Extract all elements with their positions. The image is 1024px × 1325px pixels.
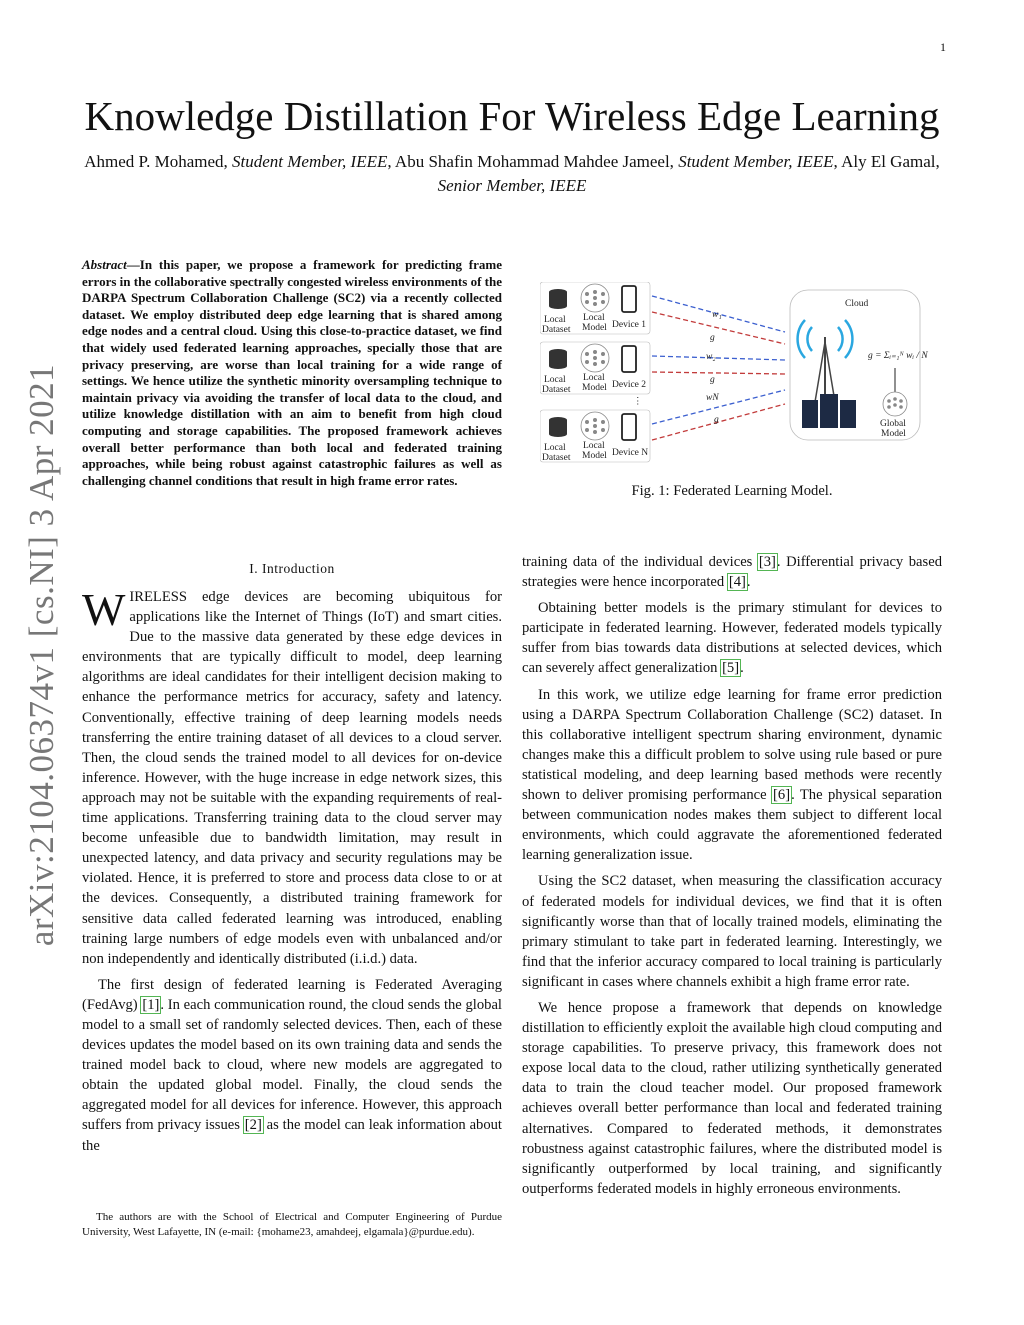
author-2: , Abu Shafin Mohammad Mahdee Jameel, (387, 152, 674, 171)
intro-paragraph-1 (82, 584, 502, 969)
svg-text:Local: Local (544, 443, 566, 453)
arxiv-sidebar (12, 363, 72, 947)
footnote (82, 1210, 502, 1240)
intro-paragraph-7: We hence propose a framework that depends on knowledge distillation to efficiently exploit the available high cloud computing and storage capabilities. To preserve privacy, this framework does not expose local data to the cloud, rather utilizing synthetically generated data to train the cloud teacher model. Our proposed framework achieves overall better performance than local and federated training alternatives. Compared to federated methods, it demonstrates robustness against catastrophic failures, where the distributed model is significantly outperformed by local training, and significantly outperforms federated models in highly erroneous environments. (522, 999, 942, 1197)
drop-cap: W (82, 584, 126, 635)
device-2-label: Device 2 (612, 380, 647, 390)
neural-network-icon (581, 284, 609, 312)
antenna-tower-icon (798, 320, 853, 402)
arxiv-identifier[interactable]: arXiv:2104.06374v1 [cs.NI] 3 Apr 2021 (22, 363, 61, 947)
right-column (522, 552, 942, 1205)
weight-w2-label: w₂ (706, 352, 716, 362)
server-icon (802, 394, 856, 428)
intro-p4b: . (740, 660, 744, 677)
abstract-label: Abstract (82, 257, 127, 272)
paper-title: Knowledge Distillation For Wireless Edge Learning (84, 93, 940, 139)
local-model-label: Local (583, 313, 605, 323)
intro-p2b: . In each communication round, the cloud sends the global model to a small set of randomly selected devices. Then, each of these devices updates the model based on its own training data and sends the trained model back to cloud, where new models are aggregated to obtain the updated global model. Finally, the cloud sends the aggregated model for all devices for inference. However, this approach suffers from privacy issues (82, 996, 502, 1134)
section-heading-introduction: I. Introduction (249, 561, 335, 576)
intro-paragraph-2 (82, 975, 502, 1156)
g-label-1: g (710, 333, 715, 343)
figure-1 (540, 282, 930, 472)
svg-text:Dataset: Dataset (542, 385, 571, 395)
svg-text:Model: Model (582, 323, 607, 333)
affiliation-footnote: The authors are with the School of Electrical and Computer Engineering of Purdue University, West Lafayette, IN (e-mail: {mohame23, amahdeej, elgamala}@purdue.edu). (82, 1211, 502, 1238)
g-label-n: g (714, 415, 719, 425)
abstract (82, 257, 502, 489)
svg-text:Local: Local (583, 373, 605, 383)
citation-3[interactable]: [3] (758, 554, 776, 570)
intro-p3b: . Differential privacy based strategies were hence incorporated (522, 554, 942, 591)
device-n-label: Device N (612, 448, 649, 458)
intro-p5b: . The physical separation between communication nodes makes them subject to different local environments, which could aggravate the aforementioned federated learning generalization issue. (522, 787, 943, 864)
svg-text:Local: Local (544, 375, 566, 385)
federated-learning-diagram (540, 282, 930, 472)
intro-p2c: as the model can leak information about the (82, 1117, 502, 1154)
page-number: 1 (940, 40, 946, 54)
intro-p5a: In this work, we utilize edge learning for frame error prediction using a DARPA Spectrum Collaboration Challenge (SC2) dataset. In this collaborative intelligent spectrum sharing environment, dynamic changes make this a difficult problem to solve using rule based or pure statistical modeling, and deep learning based methods were recently shown to deliver promising performance (522, 686, 942, 804)
svg-text:Dataset: Dataset (542, 453, 571, 463)
intro-paragraph-6: Using the SC2 dataset, when measuring the classification accuracy of federated models for individual devices, we find that it is often significantly worse than that of locally trained models, eliminating the primary stimulant to take part in federated learning. Interestingly, we find that the inferior accuracy compared to local training is particularly significant in cases where channels exhibit a high frame error rate. (522, 873, 942, 990)
author-list (82, 150, 942, 198)
citation-4[interactable]: [4] (728, 574, 746, 591)
author-1: Ahmed P. Mohamed, (84, 152, 228, 171)
intro-p2a: The first design of federated learning is Federated Averaging (FedAvg) (82, 976, 502, 1013)
author-1-role: Student Member, IEEE (232, 152, 388, 171)
citation-1[interactable]: [1] (142, 996, 160, 1013)
intro-paragraph-4 (522, 598, 942, 678)
device-row-2 (540, 342, 650, 407)
citation-2[interactable]: [2] (244, 1117, 262, 1134)
vertical-ellipsis: ⋮ (633, 397, 643, 407)
svg-text:Model: Model (881, 429, 906, 439)
weight-w1-label: w₁ (712, 310, 722, 320)
svg-text:Dataset: Dataset (542, 325, 571, 335)
intro-paragraph-3 (522, 552, 942, 592)
intro-p3c: . (746, 574, 751, 591)
author-3: , Aly El Gamal, (833, 152, 940, 171)
author-3-role: Senior Member, IEEE (437, 176, 587, 195)
g-label-2: g (710, 375, 715, 385)
weight-wn-label: wN (706, 393, 719, 403)
device-1-label: Device 1 (612, 320, 647, 330)
citation-6[interactable]: [6] (773, 787, 791, 804)
svg-text:Local: Local (583, 441, 605, 451)
database-icon (549, 289, 567, 309)
local-dataset-label: Local (544, 315, 566, 325)
phone-icon (622, 346, 636, 372)
left-column (82, 584, 502, 1162)
intro-p3a: training data of the individual devices (522, 554, 758, 570)
intro-p1-text: IRELESS edge devices are becoming ubiquitous for applications like the Internet of Things (IoT) and smart cities. Due to the massive data generated by these edge devices in environments that are typically difficult to model, deep learning algorithms are ideal candidates for their intelligent decision making to enhance the performance metrics for accuracy, safety and latency. Conventionally, effective training of deep learning models needs transferring the entire training dataset of all devices to a cloud server. Then, the cloud sends the trained model to all devices for on-device inference. However, with the huge increase in edge network sizes, this approach may not be suitable with the expanding requirements of real-time applications. Transferring training data to the cloud server may become unfeasible due to bandwidth limitation, may result in unexpected latency, and data privacy and security regulations may be violated. Hence, it is preferred to store and process data close to or at the devices. Consequently, a distributed training framework for sensitive data called federated learning was introduced, enabling training large numbers of edge models even with unbalanced and/or non independently and identically distributed (i.i.d.) data. (82, 589, 502, 967)
svg-text:Model: Model (582, 383, 607, 393)
phone-icon (622, 286, 636, 312)
figure-caption: Fig. 1: Federated Learning Model. (631, 483, 833, 499)
phone-icon (622, 414, 636, 440)
aggregation-formula: g = Σᵢ₌₁ᴺ wᵢ / N (868, 351, 928, 361)
svg-text:Model: Model (582, 451, 607, 461)
intro-paragraph-5 (522, 685, 942, 866)
device-row-1 (540, 282, 650, 335)
cloud-box (790, 290, 928, 440)
cloud-label: Cloud (845, 299, 869, 309)
author-2-role: Student Member, IEEE (678, 152, 834, 171)
intro-p4a: Obtaining better models is the primary stimulant for devices to participate in federated learning. However, federated models typically suffer from bias towards data distributions at selected devices, which can severely affect generalization (522, 600, 942, 677)
abstract-text: —In this paper, we propose a framework for predicting frame errors in the collaborative spectrally congested wireless environments of the DARPA Spectrum Collaboration Challenge (SC2) via a recently collected dataset. We employ distributed deep edge learning that is shared among edge nodes and a central cloud. Using this close-to-practice dataset, we find that widely used federated learning approaches, specially those that are privacy preserving, are worse than local training for a wide range of settings. We hence utilize the synthetic minority oversampling technique to maintain privacy via avoiding the transfer of local data to the cloud, and utilize knowledge distillation with an aim to benefit from high cloud computing and storage capabilities. The proposed framework achieves overall better performance than both local and federated training approaches, while being robust against catastrophic failures as well as challenging channel conditions that result in high frame error rates. (82, 257, 502, 488)
global-model-label: Global (880, 419, 906, 429)
device-row-n (540, 410, 650, 463)
citation-5[interactable]: [5] (722, 660, 740, 677)
